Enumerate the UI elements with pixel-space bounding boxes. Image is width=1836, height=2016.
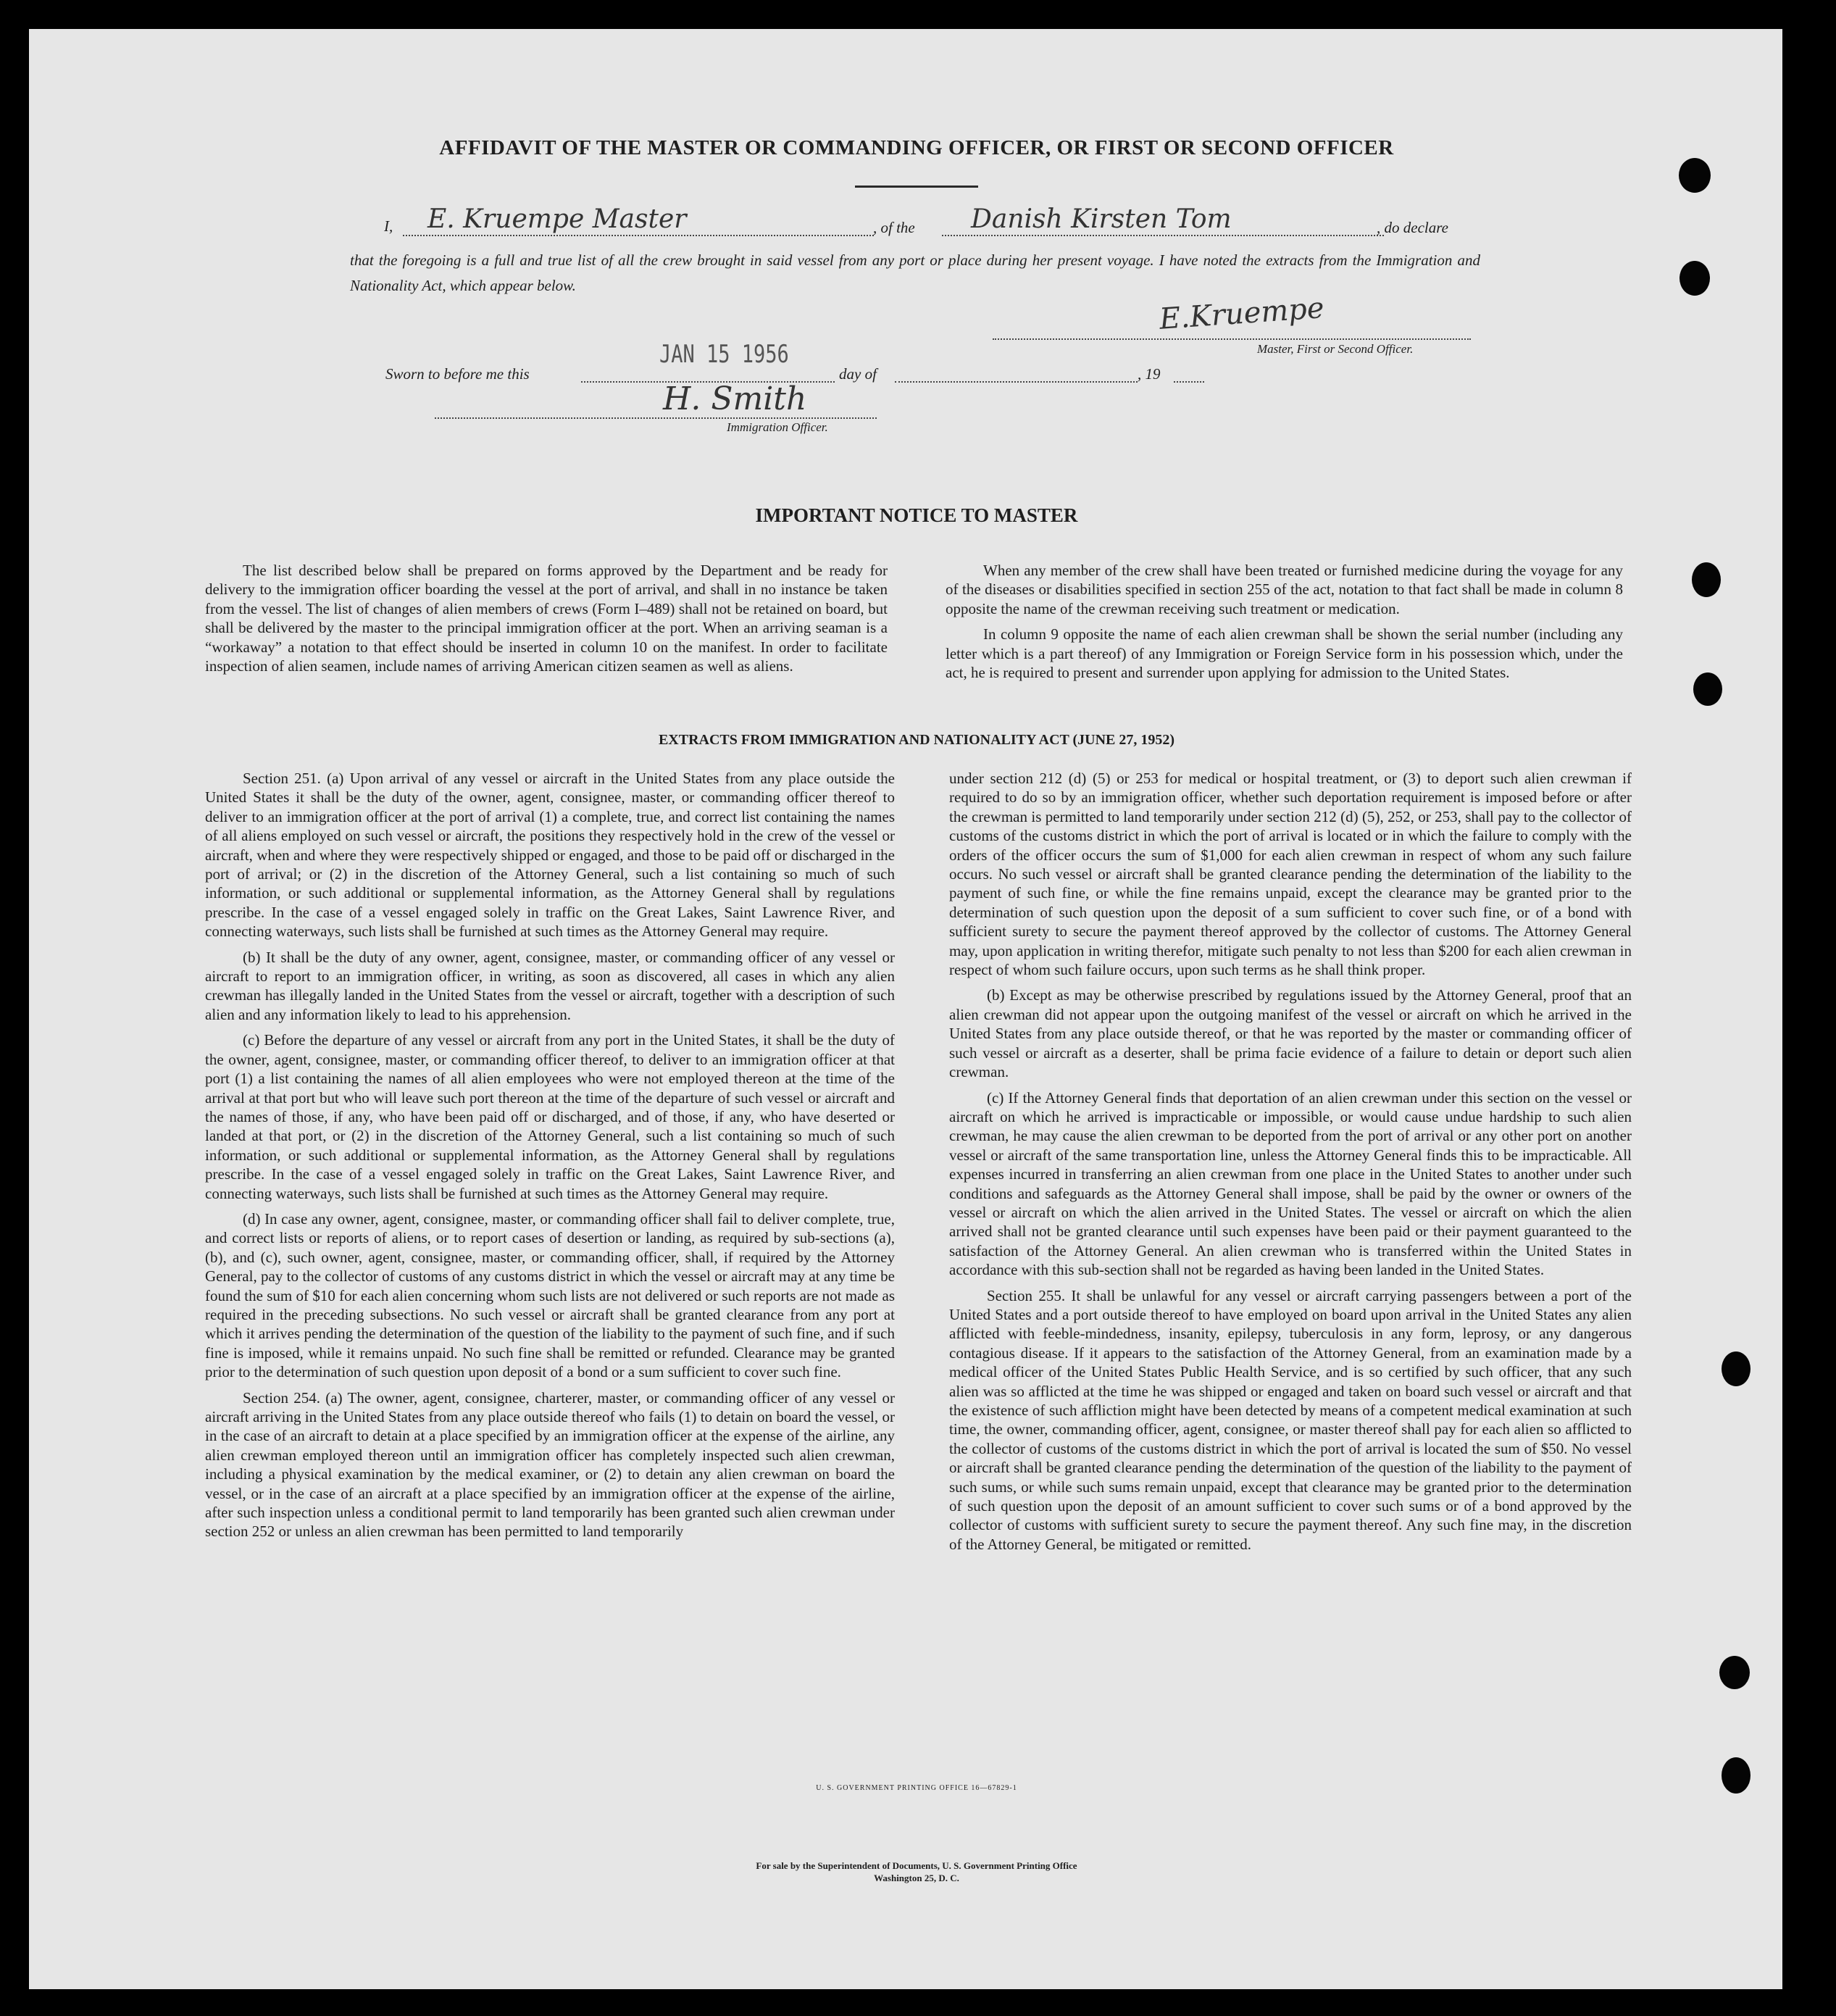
notice-right-column xyxy=(946,561,1623,688)
punch-hole xyxy=(1693,672,1722,706)
day-of-text: day of xyxy=(839,365,877,383)
master-signature-line xyxy=(993,338,1471,340)
extracts-left-column xyxy=(205,769,895,1548)
vessel-line xyxy=(942,235,1384,236)
notice-title: IMPORTANT NOTICE TO MASTER xyxy=(755,504,1078,526)
officer-signature-line xyxy=(435,417,877,419)
master-name-handwritten: E. Kruempe Master xyxy=(427,204,687,234)
punch-hole xyxy=(1722,1351,1751,1386)
punch-hole xyxy=(1692,562,1721,597)
sale-notice-line-1: For sale by the Superintendent of Documents, U. S. Government Printing Office xyxy=(756,1860,1077,1871)
extracts-title: EXTRACTS FROM IMMIGRATION AND NATIONALITY ACT (JUNE 27, 1952) xyxy=(658,732,1175,748)
section-paragraph: Section 251. (a) Upon arrival of any vessel or aircraft in the United States from any place outside the United States it shall be the duty of the owner, agent, consignee, master, or commanding officer thereof to deliver to an immigration officer at the port of arrival (1) a complete, true, and correct list containing the names of all aliens employed on such vessel or aircraft, the positions they respectively hold in the crew of the vessel or aircraft, when and where they were respectively shipped or engaged, and those to be paid off or discharged in the port of arrival; or (2) in the discretion of the Attorney General, such a list containing so much of such information, or such additional or supplemental information, as the Attorney General shall by regulations prescribe. In the case of a vessel engaged solely in traffic on the Great Lakes, Saint Lawrence River, and connecting waterways, such lists shall be furnished at such times as the Attorney General may require. xyxy=(205,770,895,941)
year-prefix: , 19 xyxy=(1138,365,1161,383)
printing-office-code: U. S. GOVERNMENT PRINTING OFFICE 16—67829-1 xyxy=(816,1784,1017,1792)
declaration-mid: , of the xyxy=(873,219,915,236)
section-paragraph: (b) It shall be the duty of any owner, agent, consignee, master, or commanding officer of any vessel or aircraft to report to an immigration officer, in writing, as soon as discovered, all cases in which any alien crewman has illegally landed in the United States from the vessel or aircraft, together with a description of such alien and any information likely to lead to his apprehension. xyxy=(205,948,895,1023)
notice-left-column xyxy=(205,561,888,682)
extracts-right-column xyxy=(949,769,1632,1560)
punch-hole xyxy=(1679,158,1711,193)
section-paragraph: under section 212 (d) (5) or 253 for medical or hospital treatment, or (3) to deport such alien crewman if required to do so by an immigration officer, whether such deportation requirement is imposed before or after the crewman is permitted to land temporarily under section 212 (d) (5), 252, or 253, shall pay to the collector of customs of the customs district in which the port of arrival is located or in which the failure to comply with the orders of the officer occurs the sum of $1,000 for each alien crewman in respect of whom any such failure occurs. No such vessel or aircraft shall be granted clearance pending the determination of the liability to the payment of such fine, or while the fine remains unpaid, except the clearance may be granted prior to the determination of such question upon the deposit of a sum sufficient to cover such fine, or of a bond with sufficient surety to secure the payment thereof approved by the collector of customs. The Attorney General may, upon application in writing therefor, mitigate such penalty to not less than $200 for each alien crewman in respect of whom such failure occurs, upon such terms as he shall think proper. xyxy=(949,770,1632,979)
declaration-text: that the foregoing is a full and true list of all the crew brought in said vessel from any port or place during her present voyage. I have noted the extracts from the Immigration and Nationality Act, which appear below. xyxy=(350,251,1480,294)
master-signature: E.Kruempe xyxy=(1158,291,1325,336)
month-line xyxy=(895,381,1138,383)
punch-hole xyxy=(1719,1656,1750,1689)
sale-notice-line-2: Washington 25, D. C. xyxy=(874,1873,959,1883)
section-paragraph: (d) In case any owner, agent, consignee, master, or commanding officer shall fail to deliver complete, true, and correct lists or reports of aliens, or to report cases of desertion or landing, as required by sub-sections (a), (b), and (c), such owner, agent, consignee, master, or commanding officer, shall, if required by the Attorney General, pay to the collector of customs of any customs district in which the vessel or aircraft may at any time be found the sum of $10 for each alien concerning whom such lists are not delivered or such reports are not made as required in the preceding subsections. No such vessel or aircraft shall be granted clearance from any port at which it arrives pending the determination of the question of the liability to the payment of such fine, and if such fine is imposed, while it remains unpaid. No such fine shall be remitted or refunded. Clearance may be granted prior to the determination of such question upon deposit of a bond or a sum sufficient to cover such fine. xyxy=(205,1209,895,1381)
declaration-suffix: , do declare xyxy=(1377,219,1448,236)
year-line xyxy=(1174,381,1204,383)
title-rule xyxy=(855,186,978,188)
notice-paragraph: When any member of the crew shall have been treated or furnished medicine during the voyage for any of the diseases or disabilities specified in section 255 of the act, notation to that fact shall be made in column 8 opposite the name of the crewman receiving such treatment or medication. xyxy=(946,562,1623,617)
officer-signature: H. Smith xyxy=(663,380,807,417)
punch-hole xyxy=(1722,1757,1751,1794)
officer-label: Immigration Officer. xyxy=(727,420,828,434)
section-paragraph: (c) Before the departure of any vessel or aircraft from any port in the United States, it shall be the duty of the owner, agent, consignee, master, or commanding officer thereof, to deliver to an immigration officer at that port (1) a list containing the names of all alien employees who were not employed thereon at the time of the arrival at that port but who will leave such port thereon at the time of the departure of such vessel or aircraft and the names of those, if any, who have been paid off or discharged, and of those, if any, who have deserted or landed at that port, or (2) in the discretion of the Attorney General, such a list containing so much of such information, or such additional or supplemental information, as the Attorney General shall by regulations prescribe. In the case of a vessel engaged solely in traffic on the Great Lakes, Saint Lawrence River, and connecting waterways, such lists shall be furnished at such times as the Attorney General may require. xyxy=(205,1031,895,1202)
master-label: Master, First or Second Officer. xyxy=(1257,342,1414,356)
affidavit-title: AFFIDAVIT OF THE MASTER OR COMMANDING OFFICER, OR FIRST OR SECOND OFFICER xyxy=(439,136,1394,159)
declaration-prefix: I, xyxy=(384,217,393,235)
name-line xyxy=(403,235,874,236)
vessel-name-handwritten: Danish Kirsten Tom xyxy=(971,204,1232,234)
section-paragraph: Section 255. It shall be unlawful for any vessel or aircraft carrying passengers between a port of the United States and a port outside thereof to have employed on board upon arrival in the United States any alien afflicted with feeble-mindedness, insanity, epilepsy, tuberculosis in any form, leprosy, or any dangerous contagious disease. If it appears to the satisfaction of the Attorney General, from an examination made by a medical officer of the United States Public Health Service, and is so certified by such officer, that any such alien was so afflicted at the time he was shipped or engaged and taken on board such vessel or aircraft and that the existence of such affliction might have been detected by means of a competent medical examination at such time, the owner, commanding officer, agent, consignee, or master thereof shall pay for each alien so afflicted to the collector of customs of the customs district in which the port of arrival is located the sum of $50. No vessel or aircraft shall be granted clearance pending the determination of the question of the liability to the payment of such sums, or while such sums remain unpaid, except that clearance may be granted prior to the determination of such question upon the deposit of an amount sufficient to cover such sums or of a bond approved by the collector of customs with sufficient surety to secure the payment thereof. Any such fine may, in the discretion of the Attorney General, be mitigated or remitted. xyxy=(949,1286,1632,1553)
sworn-text: Sworn to before me this xyxy=(385,365,530,383)
section-paragraph: (c) If the Attorney General finds that deportation of an alien crewman under this section on the vessel or aircraft on which he arrived is impracticable or impossible, or would cause undue hardship to such alien crewman, he may cause the alien crewman to be deported from the port of arrival or any other port on another vessel or aircraft of the same transportation line, unless the Attorney General finds this to be impracticable. All expenses incurred in transferring an alien crewman from one place in the United States to another under such conditions and safeguards as the Attorney General shall impose, shall be paid by the owner or owners of the vessel or aircraft on which the alien arrived in the United States. The vessel or aircraft on which the alien arrived shall not be granted clearance until such expenses have been paid or their payment guaranteed to the satisfaction of the Attorney General. An alien crewman who is transferred within the United States in accordance with this sub-section shall not be regarded as having been landed in the United States. xyxy=(949,1088,1632,1279)
notice-paragraph: The list described below shall be prepared on forms approved by the Department and be ready for delivery to the immigration officer boarding the vessel at the port of arrival, and shall in no instance be taken from the vessel. The list of changes of alien members of crews (Form I–489) shall not be retained on board, but shall be delivered by the master to the principal immigration officer at the port. When an arriving seaman is a “workaway” a notation to that effect should be inserted in column 10 on the manifest. In order to facilitate inspection of alien seamen, include names of arriving American citizen seamen as well as aliens. xyxy=(205,562,888,675)
section-paragraph: Section 254. (a) The owner, agent, consignee, charterer, master, or commanding officer of any vessel or aircraft arriving in the United States from any place outside thereof who fails (1) to detain on board the vessel, or in the case of an aircraft to detain at a place specified by an immigration officer at the expense of the airline, any alien crewman employed thereon until an immigration officer has completely inspected such alien crewman, including a physical examination by the medical examiner, or (2) to detain any alien crewman on board the vessel, or in the case of an aircraft at a place specified by an immigration officer at the expense of the airline, after such inspection unless a conditional permit to land temporarily has been granted such alien crewman under section 252 or unless an alien crewman has been permitted to land temporarily xyxy=(205,1388,895,1541)
date-stamp: JAN 15 1956 xyxy=(659,341,789,369)
punch-hole xyxy=(1679,261,1710,296)
section-paragraph: (b) Except as may be otherwise prescribed by regulations issued by the Attorney General, proof that an alien crewman did not appear upon the outgoing manifest of the vessel or aircraft on which he arrived in the United States from any place outside thereof, or that he was reported by the master or commanding officer of such vessel or aircraft as a deserter, shall be prima facie evidence of a failure to detain or deport such alien crewman. xyxy=(949,986,1632,1081)
notice-paragraph: In column 9 opposite the name of each alien crewman shall be shown the serial number (including any letter which is a part thereof) of any Immigration or Foreign Service form in his possession which, under the act, he is required to present and surrender upon applying for admission to the United States. xyxy=(946,625,1623,682)
